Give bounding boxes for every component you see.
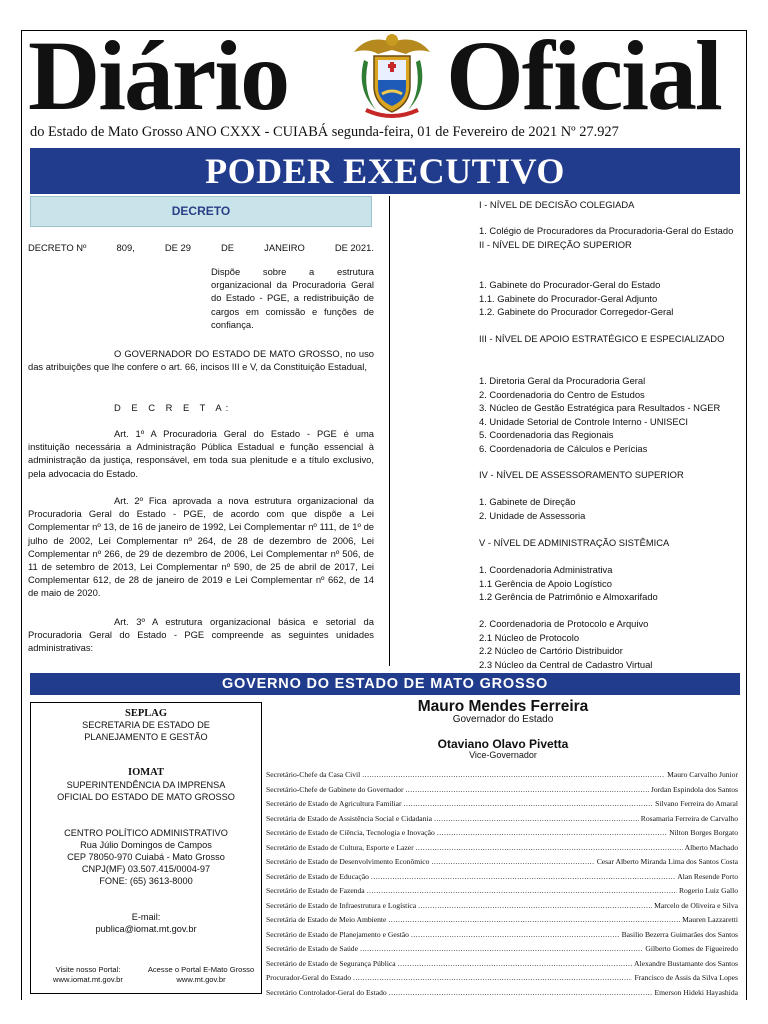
structure-line: 2.3 Núcleo da Central de Cadastro Virtual bbox=[479, 658, 653, 670]
decreto-number-part: DE bbox=[221, 242, 235, 253]
secretary-name: Mauren Lazzaretti bbox=[682, 915, 738, 924]
secretary-role: Secretário de Estado de Fazenda bbox=[266, 886, 365, 895]
vice-governor-name: Otaviano Olavo Pivetta bbox=[437, 737, 569, 751]
portal-emt bbox=[141, 965, 261, 985]
structure-line: 3. Núcleo de Gestão Estratégica para Resultados - NGER bbox=[479, 402, 721, 414]
leader-dots bbox=[405, 785, 648, 794]
decreto-number-part: 809, bbox=[116, 242, 135, 253]
secretary-row bbox=[266, 814, 738, 829]
portal-label: Acesse o Portal E-Mato Grosso bbox=[147, 965, 255, 974]
secretary-role: Secretário de Estado de Desenvolvimento Econômico bbox=[266, 857, 430, 866]
secretary-name: Nilton Borges Borgato bbox=[669, 828, 738, 837]
secretary-role: Secretária de Estado de Meio Ambiente bbox=[266, 915, 387, 924]
leader-dots bbox=[362, 770, 665, 779]
seplag-title: SEPLAG bbox=[124, 708, 167, 719]
structure-line: 1. Diretoria Geral da Procuradoria Geral bbox=[479, 375, 646, 386]
governor-paragraph: O GOVERNADOR DO ESTADO DE MATO GROSSO, no uso das atribuições que lhe confere o art. 66, incisos III e V, da Constituição Estadual, bbox=[28, 348, 374, 373]
iomat-title: IOMAT bbox=[128, 767, 164, 778]
leader-dots bbox=[388, 915, 680, 924]
column-divider bbox=[389, 196, 390, 666]
secretary-row bbox=[266, 828, 738, 843]
structure-block bbox=[479, 563, 741, 604]
section-banner: PODER EXECUTIVO bbox=[30, 148, 740, 194]
secretary-role: Secretário de Estado de Segurança Pública bbox=[266, 958, 396, 968]
vice-governor-block bbox=[266, 737, 740, 760]
info-line: PLANEJAMENTO E GESTÃO bbox=[84, 732, 208, 742]
secretary-name: Alberto Machado bbox=[684, 842, 738, 852]
secretary-name: Marcelo de Oliveira e Silva bbox=[654, 900, 738, 910]
secretary-role: Secretário de Estado de Ciência, Tecnologia e Inovação bbox=[266, 828, 435, 837]
structure-line: 1. Gabinete do Procurador-Geral do Estado bbox=[479, 279, 661, 290]
leader-dots bbox=[416, 843, 683, 852]
secretary-role: Secretário de Estado de Agricultura Familiar bbox=[266, 799, 402, 808]
decreto-number bbox=[28, 241, 374, 254]
secretary-role: Secretário Controlador-Geral do Estado bbox=[266, 987, 387, 997]
structure-level-1: I - NÍVEL DE DECISÃO COLEGIADA bbox=[479, 199, 635, 210]
structure-line: 6. Coordenadoria de Cálculos e Perícias bbox=[479, 442, 648, 454]
secretary-row bbox=[266, 959, 738, 974]
structure-line: 4. Unidade Setorial de Controle Interno - UNISECI bbox=[479, 415, 688, 427]
address-block bbox=[31, 827, 261, 887]
structure-level-3: III - NÍVEL DE APOIO ESTRATÉGICO E ESPECIALIZADO bbox=[479, 333, 725, 344]
structure-line: 1. Coordenadoria Administrativa bbox=[479, 564, 613, 575]
secretary-row bbox=[266, 872, 738, 887]
secretary-row bbox=[266, 944, 738, 959]
leader-dots bbox=[389, 988, 653, 997]
masthead bbox=[28, 20, 742, 131]
seplag-name bbox=[31, 719, 261, 743]
info-line: SUPERINTENDÊNCIA DA IMPRENSA bbox=[66, 780, 226, 790]
email-label: E-mail: bbox=[131, 912, 161, 922]
structure-line: 1.2. Gabinete do Procurador Corregedor-Geral bbox=[479, 306, 674, 318]
structure-block bbox=[479, 495, 741, 522]
secretary-role: Secretário-Chefe de Gabinete do Governador bbox=[266, 784, 404, 794]
structure-line: 1. Colégio de Procuradores da Procuradoria-Geral do Estado bbox=[479, 225, 734, 236]
iomat-name bbox=[31, 779, 261, 803]
secretary-row bbox=[266, 915, 738, 930]
leader-dots bbox=[418, 901, 652, 910]
leader-dots bbox=[411, 930, 620, 939]
vice-governor-title: Vice-Governador bbox=[469, 750, 537, 760]
decreto-number-part: DECRETO Nº bbox=[28, 242, 87, 253]
article-1: Art. 1º A Procuradoria Geral do Estado - PGE é uma instituição necessária a Administração Pública Estadual e função essencial à administração da justiça, responsável, em toda sua plenitude e a título exclusivo, pela advocacia do Estado. bbox=[28, 428, 374, 479]
secretary-name: Mauro Carvalho Junior bbox=[667, 770, 738, 779]
structure-level-4: IV - NÍVEL DE ASSESSORAMENTO SUPERIOR bbox=[479, 469, 684, 480]
masthead-word-left: Diário bbox=[28, 20, 289, 131]
secretary-row bbox=[266, 973, 738, 988]
secretary-row bbox=[266, 770, 738, 785]
info-line: SECRETARIA DE ESTADO DE bbox=[82, 720, 210, 730]
info-line: CNPJ(MF) 03.507.415/0004-97 bbox=[81, 864, 211, 874]
leader-dots bbox=[367, 886, 677, 895]
secretary-row bbox=[266, 930, 738, 945]
secretary-name: Alan Resende Porto bbox=[677, 871, 738, 881]
secretary-row bbox=[266, 901, 738, 916]
secretary-role: Procurador-Geral do Estado bbox=[266, 973, 352, 982]
leader-dots bbox=[434, 814, 639, 823]
structure-line: 2.1 Núcleo de Protocolo bbox=[479, 631, 580, 643]
secretary-name: Gilberto Gomes de Figueiredo bbox=[645, 944, 738, 953]
structure-line: 1.1. Gabinete do Procurador-Geral Adjunto bbox=[479, 292, 658, 304]
secretary-row bbox=[266, 988, 738, 1003]
secretary-role: Secretário de Estado de Educação bbox=[266, 871, 369, 881]
decreto-number-part: DE 29 bbox=[164, 242, 191, 253]
structure-line: 2. Unidade de Assessoria bbox=[479, 509, 586, 521]
leader-dots bbox=[398, 959, 632, 968]
structure-line: 2. Coordenadoria do Centro de Estudos bbox=[479, 388, 645, 400]
structure-line: 1. Gabinete de Direção bbox=[479, 496, 576, 507]
leader-dots bbox=[371, 872, 675, 881]
secretary-name: Alexandre Bustamante dos Santos bbox=[634, 958, 738, 968]
secretary-row bbox=[266, 857, 738, 872]
structure-line: 2.2 Núcleo de Cartório Distribuidor bbox=[479, 645, 623, 657]
secretary-name: Rogerio Luiz Gallo bbox=[678, 886, 738, 895]
decreto-ementa: Dispõe sobre a estrutura organizacional da Procuradoria Geral do Estado - PGE, a redistribuição de cargos em comissão e funções de confiança. bbox=[211, 266, 374, 330]
secretary-row bbox=[266, 886, 738, 901]
leader-dots bbox=[360, 944, 643, 953]
secretary-name: Rosamaria Ferreira de Carvalho bbox=[640, 813, 738, 823]
publisher-info-box bbox=[30, 702, 262, 994]
structure-block bbox=[479, 278, 741, 319]
structure-line: 1.2 Gerência de Patrimônio e Almoxarifado bbox=[479, 591, 658, 603]
mato-grosso-coat-of-arms-icon bbox=[346, 30, 438, 122]
secretaries-list bbox=[266, 770, 738, 1002]
leader-dots bbox=[404, 799, 654, 808]
portal-label: Visite nosso Portal: bbox=[55, 965, 121, 974]
secretary-role: Secretária de Estado de Assistência Social e Cidadania bbox=[266, 813, 432, 823]
decreto-heading: DECRETO bbox=[30, 196, 372, 227]
structure-line: 1.1 Gerência de Apoio Logístico bbox=[479, 577, 612, 589]
governor-title: Governador do Estado bbox=[452, 714, 554, 725]
secretary-name: Basilio Bezerra Guimarães dos Santos bbox=[621, 929, 738, 939]
secretary-role: Secretário de Estado de Saúde bbox=[266, 944, 358, 953]
decreto-number-part: DE 2021. bbox=[334, 242, 374, 253]
leader-dots bbox=[437, 828, 667, 837]
article-3: Art. 3º A estrutura organizacional básica e setorial da Procuradoria Geral do Estado - PGE compreende as seguintes unidades administrativas: bbox=[28, 616, 374, 654]
government-banner: GOVERNO DO ESTADO DE MATO GROSSO bbox=[30, 673, 740, 695]
leader-dots bbox=[353, 973, 632, 982]
page-frame-left bbox=[21, 30, 22, 1000]
article-2: Art. 2º Fica aprovada a nova estrutura organizacional da Procuradoria Geral do Estado - PGE, de acordo com que dispõe a Lei Complementar nº 13, de 16 de janeiro de 1992, Lei Complementar nº 111, de 1º de julho de 2002, Lei Complementar nº 264, de 28 de dezembro de 2006, Lei Complementar nº 266, de 29 de dezembro de 2006, Lei Complementar nº 506, de 11 de setembro de 2013, Lei Complementar nº 590, de 25 de abril de 2017, Lei Complementar 612, de 28 de janeiro de 2019 e Lei Complementar nº 662, de 14 de maio de 2020. bbox=[28, 495, 374, 599]
info-line: Rua Júlio Domingos de Campos bbox=[80, 840, 212, 850]
secretary-name: Emerson Hideki Hayashida bbox=[654, 987, 738, 997]
secretary-name: Silvano Ferreira do Amaral bbox=[655, 799, 738, 808]
portal-iomat bbox=[33, 965, 143, 985]
email-block bbox=[31, 911, 261, 935]
secretary-role: Secretário de Estado de Planejamento e Gestão bbox=[266, 929, 409, 939]
leader-dots bbox=[431, 857, 594, 866]
structure-line: II - NÍVEL DE DIREÇÃO SUPERIOR bbox=[479, 238, 632, 250]
structure-line: 5. Coordenadoria das Regionais bbox=[479, 429, 614, 441]
info-line: OFICIAL DO ESTADO DE MATO GROSSO bbox=[57, 792, 235, 802]
structure-level-5: V - NÍVEL DE ADMINISTRAÇÃO SISTÊMICA bbox=[479, 537, 670, 548]
email-link[interactable]: publica@iomat.mt.gov.br bbox=[95, 924, 197, 934]
decreto-number-part: JANEIRO bbox=[264, 242, 305, 253]
info-line: FONE: (65) 3613-8000 bbox=[99, 876, 193, 886]
decreta-heading: D E C R E T A: bbox=[114, 402, 233, 413]
info-line: CEP 78050-970 Cuiabá - Mato Grosso bbox=[67, 852, 225, 862]
structure-block bbox=[479, 224, 741, 251]
dateline: do Estado de Mato Grosso ANO CXXX - CUIABÁ segunda-feira, 01 de Fevereiro de 2021 Nº 27.927 bbox=[30, 124, 619, 140]
page-frame-right bbox=[746, 30, 747, 1000]
secretary-row bbox=[266, 799, 738, 814]
governor-block bbox=[266, 698, 740, 725]
secretary-name: Jordan Espindola dos Santos bbox=[650, 784, 738, 794]
portal-link-mt[interactable]: www.mt.gov.br bbox=[176, 975, 226, 984]
secretary-row bbox=[266, 843, 738, 858]
structure-block bbox=[479, 374, 741, 456]
secretary-role: Secretário-Chefe da Casa Civil bbox=[266, 770, 361, 779]
governor-name: Mauro Mendes Ferreira bbox=[417, 698, 589, 715]
secretary-row bbox=[266, 785, 738, 800]
secretary-role: Secretário de Estado de Cultura, Esporte e Lazer bbox=[266, 842, 414, 852]
structure-block bbox=[479, 617, 741, 671]
secretary-name: Cesar Alberto Miranda Lima dos Santos Costa bbox=[596, 857, 738, 866]
secretary-name: Francisco de Assis da Silva Lopes bbox=[634, 973, 738, 982]
portal-link-iomat[interactable]: www.iomat.mt.gov.br bbox=[53, 975, 123, 984]
structure-line: 2. Coordenadoria de Protocolo e Arquivo bbox=[479, 618, 649, 629]
masthead-word-right: Oficial bbox=[446, 20, 721, 131]
info-line: CENTRO POLÍTICO ADMINISTRATIVO bbox=[64, 828, 228, 838]
secretary-role: Secretário de Estado de Infraestrutura e Logística bbox=[266, 900, 417, 910]
